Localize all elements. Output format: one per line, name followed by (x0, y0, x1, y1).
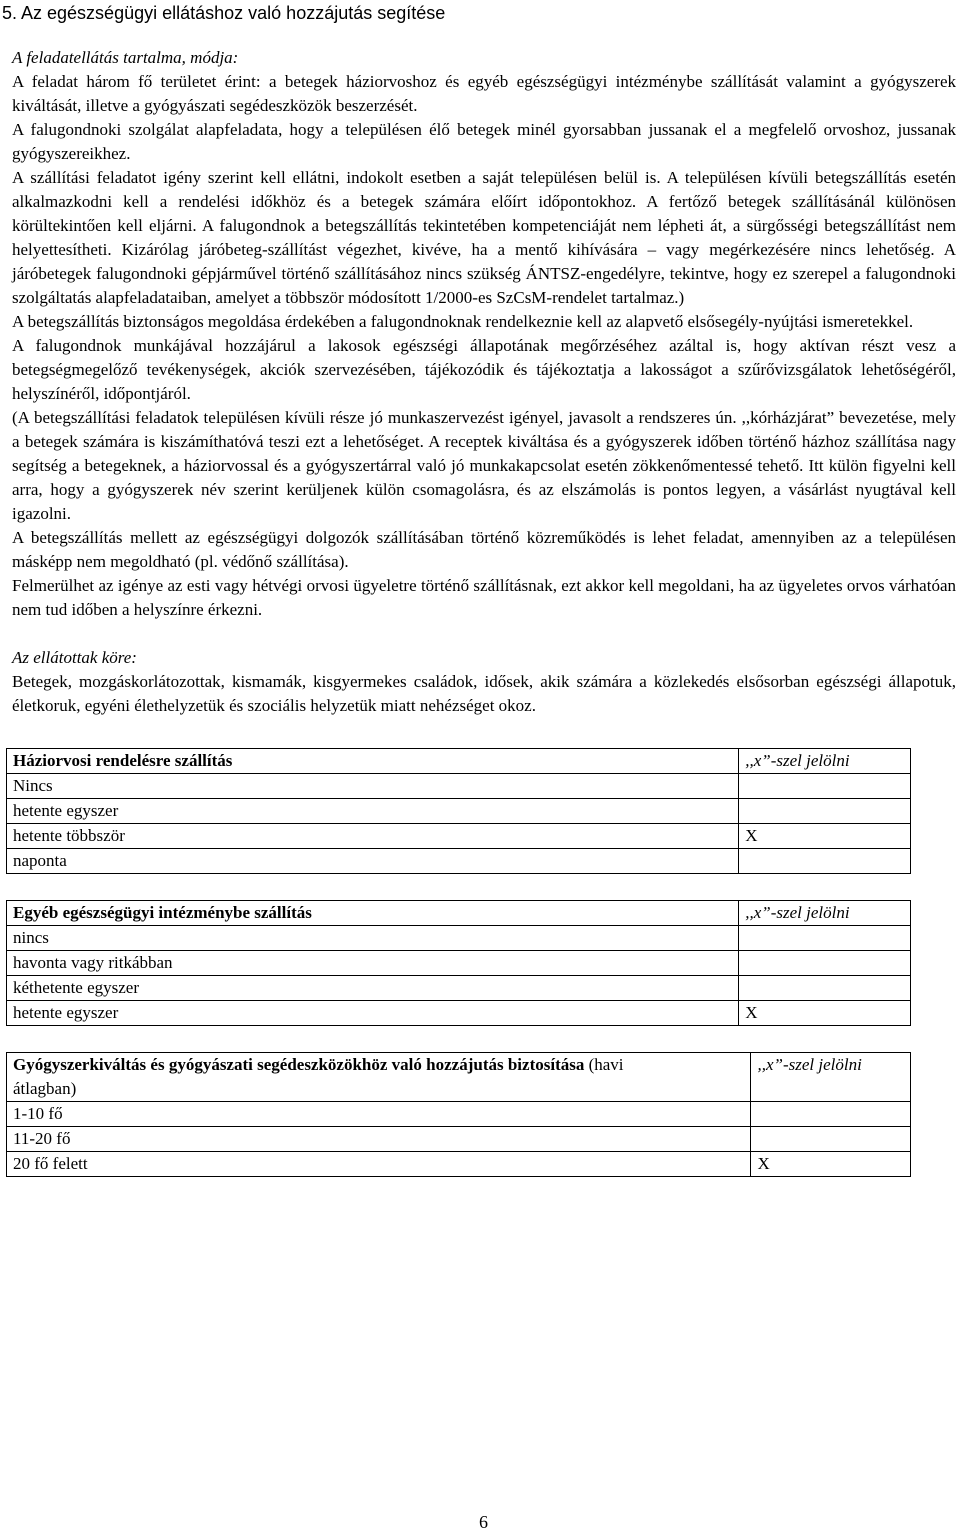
option-label: hetente egyszer (7, 1001, 739, 1026)
table-hint: ,,x”-szel jelölni (739, 901, 911, 926)
table-row (7, 799, 911, 824)
option-label: kéthetente egyszer (7, 976, 739, 1001)
option-mark[interactable]: X (751, 1152, 911, 1177)
table-title-suffix: (havi átlagban) (13, 1055, 624, 1098)
option-mark[interactable] (739, 849, 911, 874)
paragraph: (A betegszállítási feladatok településen kívüli része jó munkaszervezést igényel, javasolt a rendszeres ún. ,,kórházjárat” bevezetése, mely a betegek számára is kiszámíthatóvá teszi ezt a lehetőséget. A receptek kiváltása és a gyógyszerek időben történő házhoz szállítása nagy segítség a betegeknek, a háziorvossal és a gyógyszertárral való jó munkakapcsolat esetén zökkenőmentessé tehető. Itt külön figyelni kell arra, hogy a gyógyszerek név szerint kerüljenek külön csomagolásra, és az elszámolás is pontos legyen, a vásárlást nyugtával kell igazolni. (12, 408, 956, 523)
table-header-row (7, 749, 911, 774)
paragraph: A falugondnok munkájával hozzájárul a lakosok egészségi állapotának megőrzéséhez azáltal is, hogy aktívan részt vesz a betegségmegelőző tevékenységek, akciók szervezésében, tájékozódik és tájékoztatja a lakosságot a szűrővizsgálatok lehetőségéről, helyszínéről, időpontjáról. (12, 336, 956, 403)
section-heading: 5. Az egészségügyi ellátáshoz való hozzájutás segítése (2, 3, 446, 23)
table-row (7, 1102, 911, 1127)
table-title: Egyéb egészségügyi intézménybe szállítás (13, 903, 312, 922)
page-number: 6 (479, 1512, 488, 1532)
paragraph: Felmerülhet az igénye az esti vagy hétvégi orvosi ügyeletre történő szállításnak, ezt akkor kell megoldani, ha az ügyeletes orvos várhatóan nem tud időben a helyszínre érkezni. (12, 576, 956, 619)
table-row (7, 951, 911, 976)
table-row (7, 1127, 911, 1152)
option-mark[interactable]: X (739, 1001, 911, 1026)
option-mark[interactable] (739, 799, 911, 824)
option-label: 11-20 fő (7, 1127, 751, 1152)
option-label: hetente többször (7, 824, 739, 849)
option-label: 1-10 fő (7, 1102, 751, 1127)
table-row (7, 926, 911, 951)
option-label: Nincs (7, 774, 739, 799)
paragraph: Betegek, mozgáskorlátozottak, kismamák, kisgyermekes családok, idősek, akik számára a közlekedés elsősorban egészségi állapotuk, életkoruk, egyéni élethelyzetük és szociális helyzetük miatt nehézséget okoz. (12, 672, 956, 715)
option-label: nincs (7, 926, 739, 951)
paragraph: A feladat három fő területet érint: a betegek háziorvoshoz és egyéb egészségügyi intézménybe szállítását valamint a gyógyszerek kiváltását, illetve a gyógyászati segédeszközök beszerzését. (12, 72, 956, 115)
option-mark[interactable] (739, 951, 911, 976)
table-hint: ,,x”-szel jelölni (739, 749, 911, 774)
option-mark[interactable] (751, 1102, 911, 1127)
option-mark[interactable] (739, 774, 911, 799)
table-header-row (7, 1053, 911, 1102)
option-label: hetente egyszer (7, 799, 739, 824)
paragraph: A betegszállítás biztonságos megoldása érdekében a falugondnoknak rendelkeznie kell az alapvető elsősegély-nyújtási ismeretekkel. (12, 312, 914, 331)
table-title-cell (7, 749, 739, 774)
checklist-table (6, 900, 911, 1026)
table-title: Háziorvosi rendelésre szállítás (13, 751, 233, 770)
paragraph: A betegszállítás mellett az egészségügyi dolgozók szállításában történő közreműködés is lehet feladat, amennyiben az a településen másképp nem megoldható (pl. védőnő szállítása). (12, 528, 956, 571)
table-row (7, 1001, 911, 1026)
table-row (7, 1152, 911, 1177)
checklist-table-wrapper (12, 748, 956, 874)
document-page (2, 0, 956, 1177)
checklist-table (6, 748, 911, 874)
recipients-label: Az ellátottak köre: (12, 648, 137, 667)
option-mark[interactable] (739, 926, 911, 951)
option-mark[interactable] (751, 1127, 911, 1152)
content-label: A feladatellátás tartalma, módja: (12, 48, 239, 67)
option-mark[interactable]: X (739, 824, 911, 849)
table-title-cell (7, 1053, 751, 1102)
table-row (7, 976, 911, 1001)
table-row (7, 774, 911, 799)
checklist-table-wrapper (12, 1052, 956, 1177)
option-label: havonta vagy ritkábban (7, 951, 739, 976)
table-header-row (7, 901, 911, 926)
table-title-cell (7, 901, 739, 926)
table-row (7, 824, 911, 849)
table-title: Gyógyszerkiváltás és gyógyászati segédeszközökhöz való hozzájutás biztosítása (13, 1055, 585, 1074)
checklist-table (6, 1052, 911, 1177)
option-mark[interactable] (739, 976, 911, 1001)
paragraph: A szállítási feladatot igény szerint kell ellátni, indokolt esetben a saját településen belül is. A településen kívüli betegszállítás esetén alkalmazkodni kell a rendelési időkhöz és a betegek számára előírt időpontokhoz. A fertőző betegek szállításánál különösen körültekintően kell eljárni. A falugondnok a betegszállítás tekintetében kompetenciáját nem lépheti át, a sürgősségi betegszállítást nem helyettesítheti. Kizárólag járóbeteg-szállítást végezhet, kivéve, ha a mentő kihívására – vagy megérkezésére nincs lehetőség. A járóbetegek falugondnoki gépjárművel történő szállításához nincs szükség ÁNTSZ-engedélyre, tekintve, hogy ez szerepel a falugondnoki szolgáltatás alapfeladataiban, amelyet a többször módosított 1/2000-es SzCsM-rendelet tartalmaz.) (12, 168, 956, 307)
option-label: naponta (7, 849, 739, 874)
table-row (7, 849, 911, 874)
checklist-table-wrapper (12, 900, 956, 1026)
paragraph: A falugondnoki szolgálat alapfeladata, hogy a településen élő betegek minél gyorsabban jussanak el a megfelelő orvoshoz, jussanak gyógyszereikhez. (12, 120, 956, 163)
option-label: 20 fő felett (7, 1152, 751, 1177)
table-hint: ,,x”-szel jelölni (751, 1053, 911, 1102)
